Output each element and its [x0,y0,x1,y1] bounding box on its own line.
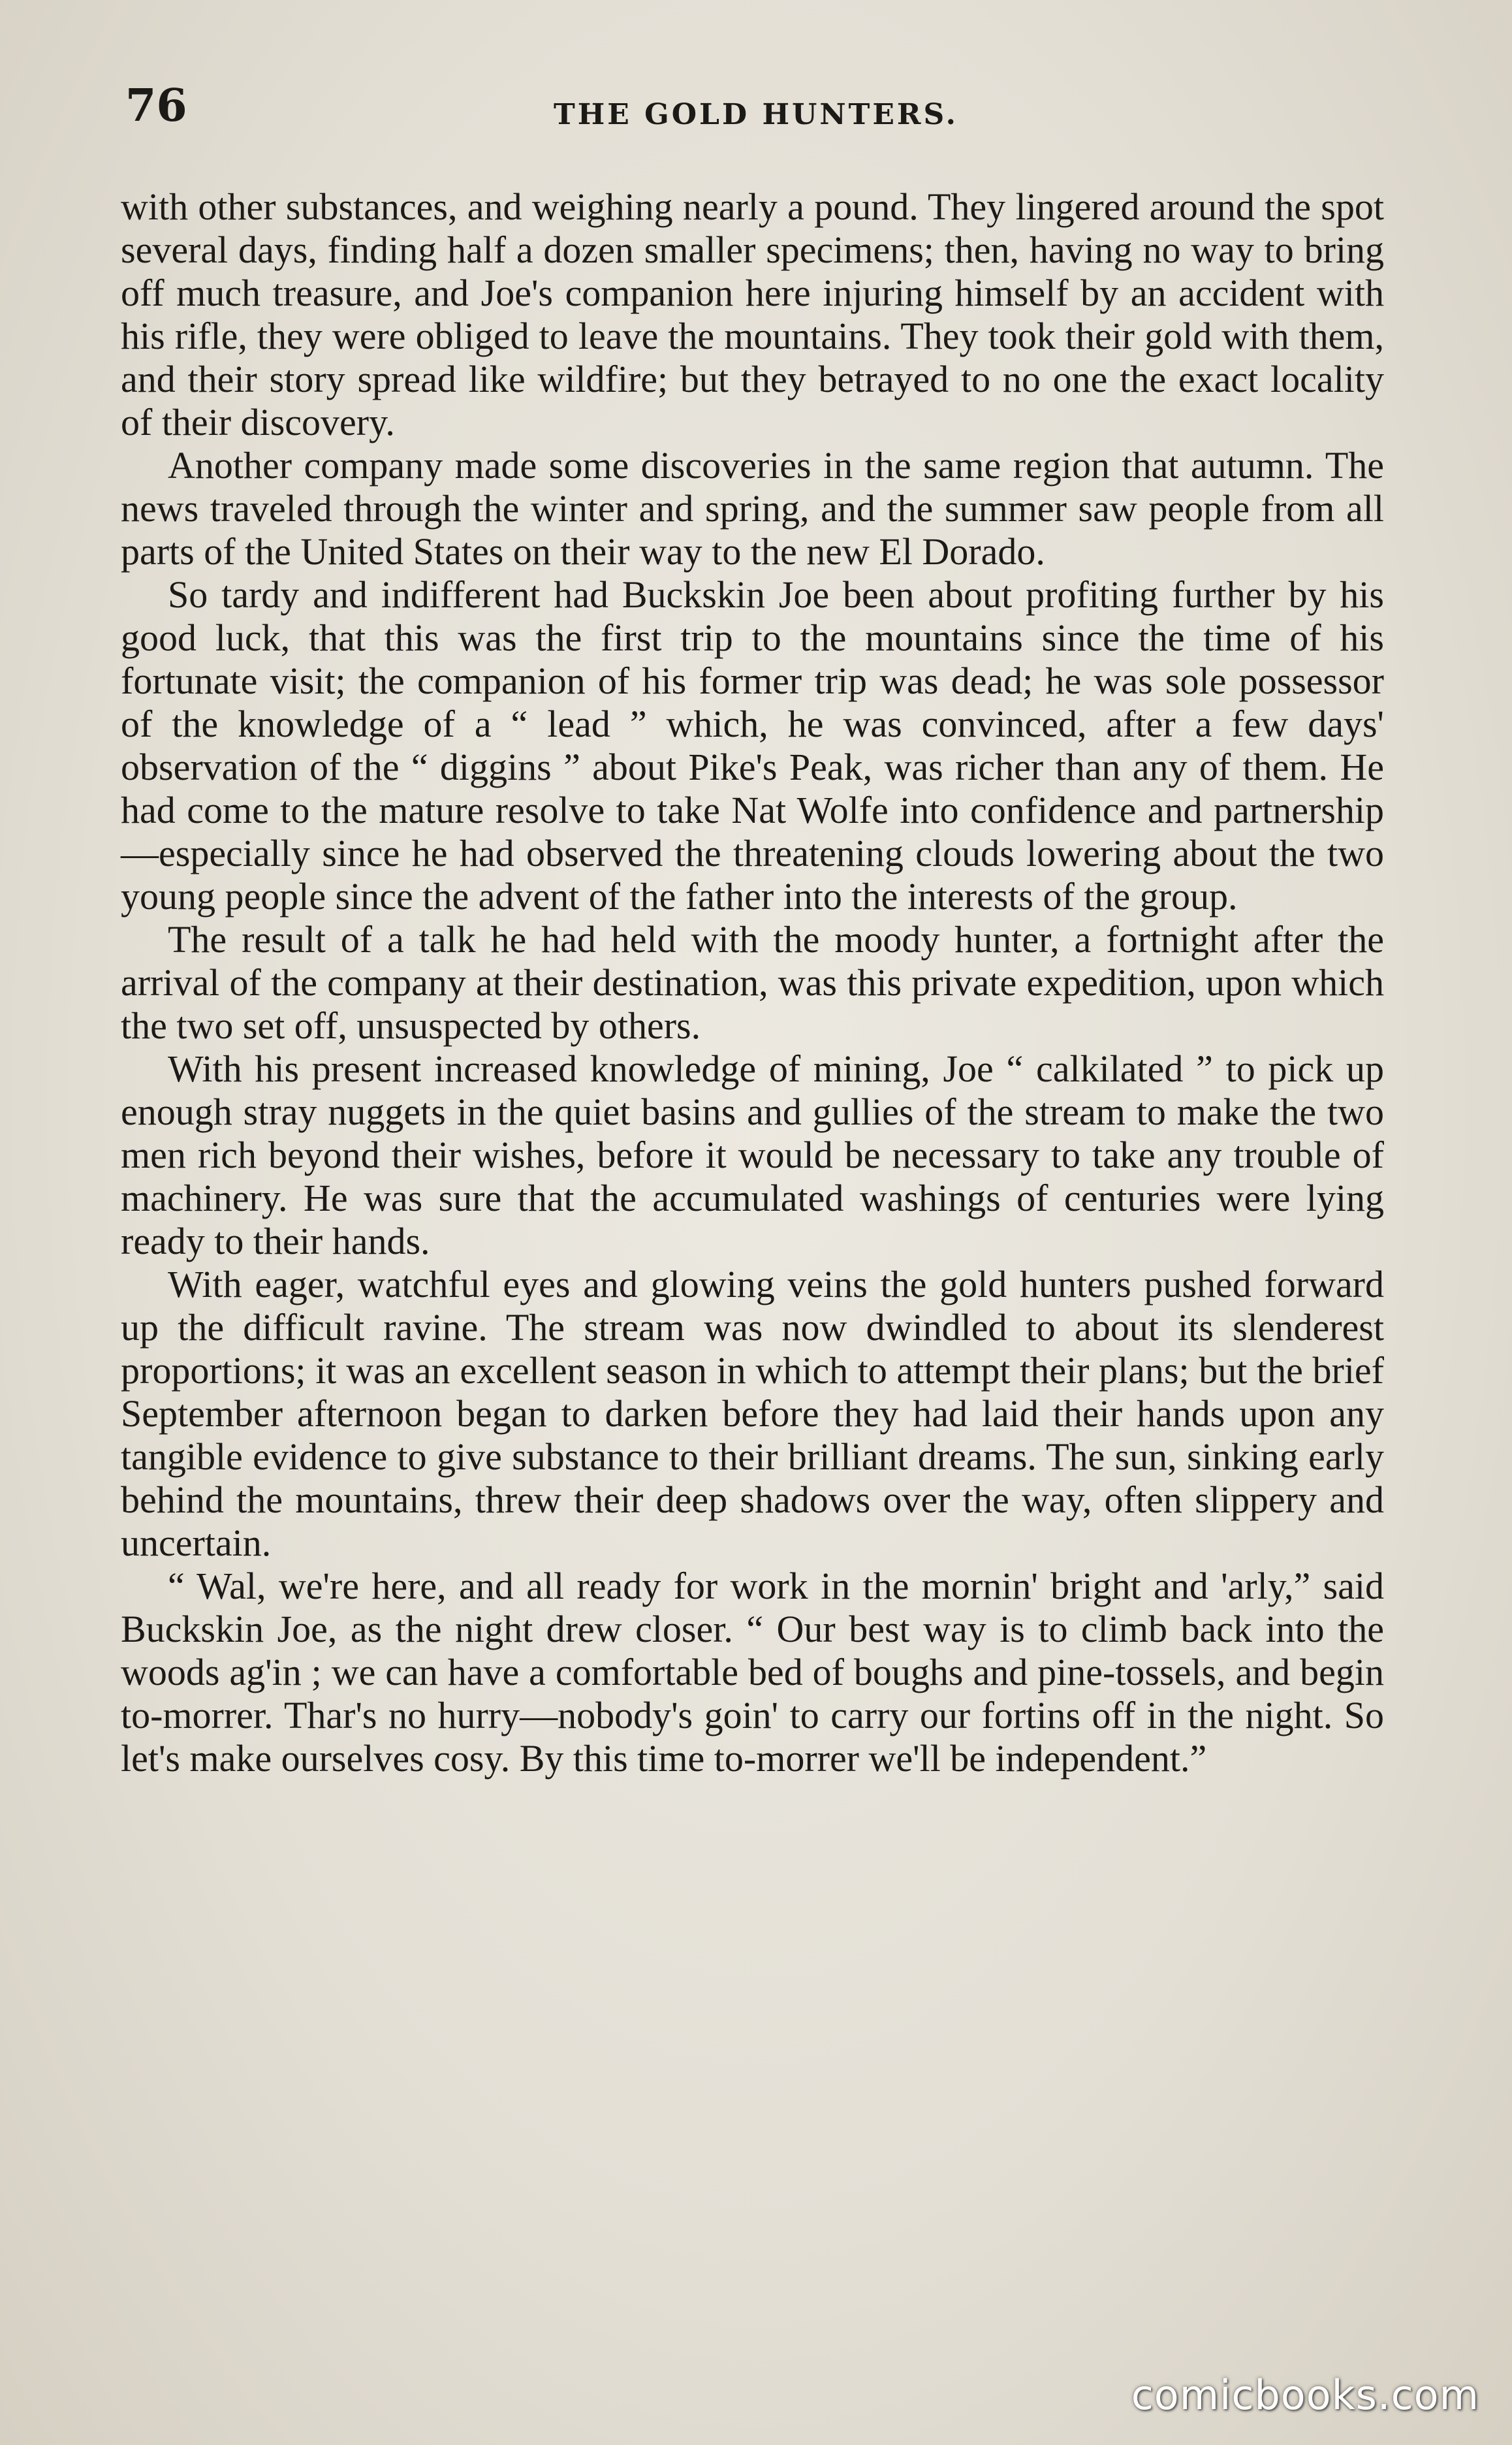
paragraph-7: “ Wal, we're here, and all ready for work in the mornin' bright and 'arly,” said Buckskin Joe, as the night drew closer. “ Our best way is to climb back into the woods ag'in ; we can have a comfortable bed of boughs and pine-tossels, and begin to-morrer. Thar's no hurry—nobody's goin' to carry our fortins off in the night. So let's make ourselves cosy. By this time to-morrer we'll be independent.” [121,1565,1384,1780]
paragraph-2: Another company made some discoveries in the same region that autumn. The news traveled through the winter and spring, and the summer saw people from all parts of the United States on their way to the new El Dorado. [121,444,1384,573]
page-number: 76 [125,80,187,132]
paragraph-1: with other substances, and weighing nearly a pound. They lingered around the spot several days, finding half a dozen smaller specimens; then, having no way to bring off much treasure, and Joe's companion here injuring himself by an accident with his rifle, they were obliged to leave the mountains. They took their gold with them, and their story spread like wildfire; but they betrayed to no one the exact locality of their discovery. [121,185,1384,443]
paragraph-5: With his present increased knowledge of mining, Joe “ calkilated ” to pick up enough stray nuggets in the quiet basins and gullies of the stream to make the two men rich beyond their wishes, before it would be necessary to take any trouble of machinery. He was sure that the accumulated washings of centuries were lying ready to their hands. [121,1047,1384,1262]
running-title: THE GOLD HUNTERS. [553,98,959,131]
watermark: comicbooks.com [1131,2371,1479,2419]
body-text [121,185,1384,1780]
paragraph-4: The result of a talk he had held with the moody hunter, a fortnight after the arrival of the company at their destination, was this private expedition, upon which the two set off, unsuspected by others. [121,918,1384,1047]
paragraph-3: So tardy and indifferent had Buckskin Joe been about profiting further by his good luck, that this was the first trip to the mountains since the time of his fortunate visit; the companion of his former trip was dead; he was sole possessor of the knowledge of a “ lead ” which, he was convinced, after a few days' observation of the “ diggins ” about Pike's Peak, was richer than any of them. He had come to the mature resolve to take Nat Wolfe into confidence and partnership—especially since he had observed the threatening clouds lowering about the two young people since the advent of the father into the interests of the group. [121,573,1384,918]
paragraph-6: With eager, watchful eyes and glowing veins the gold hunters pushed forward up the difficult ravine. The stream was now dwindled to about its slenderest proportions; it was an excellent season in which to attempt their plans; but the brief September afternoon began to darken before they had laid their hands upon any tangible evidence to give substance to their brilliant dreams. The sun, sinking early behind the mountains, threw their deep shadows over the way, often slippery and uncertain. [121,1263,1384,1564]
